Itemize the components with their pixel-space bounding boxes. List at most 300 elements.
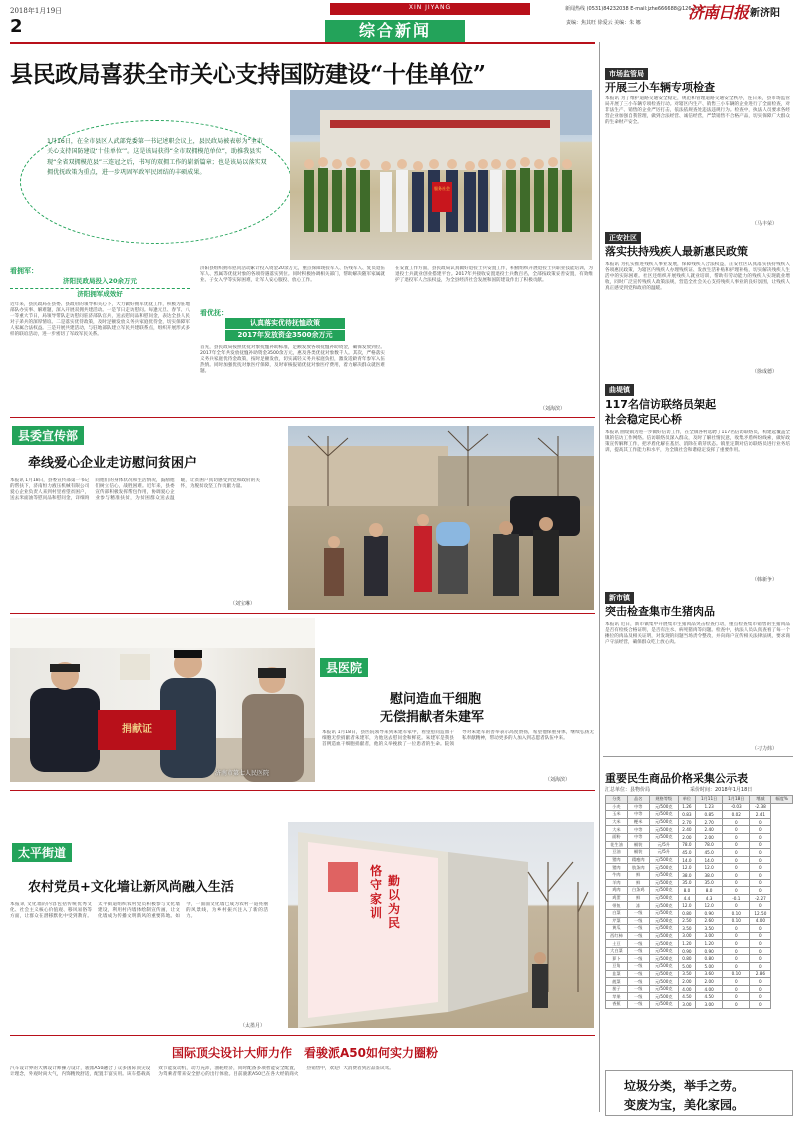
price-col-header: 1月18日 bbox=[723, 796, 750, 804]
header-rule bbox=[10, 42, 595, 44]
table-cell: 0 bbox=[750, 947, 771, 955]
rule-4 bbox=[10, 1035, 595, 1036]
table-cell: 元/500克 bbox=[649, 955, 678, 963]
table-cell: 元/500克 bbox=[649, 826, 678, 834]
table-row bbox=[606, 932, 793, 940]
table-cell: 花生油 bbox=[606, 841, 628, 849]
table-cell: 0 bbox=[723, 955, 750, 963]
sb-a-tag: 市场监管局 bbox=[605, 68, 648, 80]
price-table-header bbox=[606, 796, 793, 804]
table-cell: -0.03 bbox=[723, 803, 750, 811]
table-cell: 苹果 bbox=[606, 993, 628, 1001]
table-cell: 白条鸡 bbox=[627, 887, 649, 895]
s3-watermark: 济南市第七人民医院 bbox=[215, 770, 270, 777]
table-cell: 4.4 bbox=[678, 894, 695, 902]
ad-text: 汽车设计界的大牌设计师操刀设计，骏派A50融合了众多国际顶尖设计理念，外观时尚大气，内饰精致舒适，配置丰富实用。该车搭载高效节能发动机，动力充沛，油耗经济，同时配备多项智能安全配置，为驾乘者带来安全舒心的出行体验。目前骏派A50已在各大经销商火热销售中，欢迎广大消费者到店品鉴试驾。 bbox=[10, 1066, 394, 1078]
table-row bbox=[606, 970, 793, 978]
table-cell: -0.1 bbox=[723, 894, 750, 902]
s4-photo-scene bbox=[288, 822, 594, 1028]
table-cell: 牛肉 bbox=[606, 871, 628, 879]
table-cell: 0 bbox=[750, 856, 771, 864]
table-cell: 白菜 bbox=[606, 909, 628, 917]
table-row bbox=[606, 833, 793, 841]
table-cell: 38.0 bbox=[696, 871, 723, 879]
table-cell: 元/500克 bbox=[649, 917, 678, 925]
table-cell: 3.00 bbox=[696, 1001, 723, 1009]
table-cell: 0 bbox=[723, 856, 750, 864]
s3-text: 本报讯 1月18日，县医院领导来到朱建军家中，看望慰问造血干细胞无偿捐献者朱建军，为他送去慰问金和鲜花。朱建军是我县首例造血干细胞捐献者，他的义举挽救了一位患者的生命。院领导对朱建军的善举表示高度赞扬，希望他保重身体，继续弘扬无私奉献精神，带动更多的人加入到志愿者队伍中来。 bbox=[322, 730, 594, 748]
table-cell: 12.0 bbox=[696, 864, 723, 872]
table-cell: 元/500克 bbox=[649, 925, 678, 933]
table-cell: 2.50 bbox=[678, 917, 695, 925]
sb-a-text: 本报讯 为了维护道路交通安全稳定，规范和管理道路交通安全秩序，连日来，县市场监管局开展了三小车辆专项检查行动。对辖区内生产、销售三小车辆的企业进行了全面检查，对非法生产、销售的企业严厉打击，依法依规查处违法违规行为。检查中，执法人员要求各经营企业加强自我管理，做到合法经营、诚信经营，严禁销售不合格产品，切实保障广大群众的生命财产安全。 bbox=[605, 96, 790, 126]
table-cell: 茄子 bbox=[606, 985, 628, 993]
table-row bbox=[606, 803, 793, 811]
table-cell: 45.0 bbox=[696, 849, 723, 857]
lead-photo-sign: 服务社会 bbox=[434, 186, 450, 191]
table-cell: 一级 bbox=[627, 947, 649, 955]
table-cell: 0 bbox=[750, 955, 771, 963]
issue-date: 2018年1月19日 bbox=[10, 7, 63, 15]
slogan-box bbox=[605, 1070, 793, 1116]
table-cell: 0 bbox=[750, 925, 771, 933]
table-row bbox=[606, 917, 793, 925]
s2-title: 牵线爱心企业走访慰问贫困户 bbox=[28, 456, 198, 471]
table-row bbox=[606, 947, 793, 955]
table-cell: 0 bbox=[750, 1001, 771, 1009]
price-unit: 汇总单位：县物价局 bbox=[605, 787, 651, 793]
table-row bbox=[606, 993, 793, 1001]
table-cell: 2.00 bbox=[696, 978, 723, 986]
table-cell: 4.00 bbox=[750, 917, 771, 925]
table-cell: 一级 bbox=[627, 940, 649, 948]
table-row bbox=[606, 985, 793, 993]
table-cell: 0 bbox=[750, 879, 771, 887]
table-row bbox=[606, 818, 793, 826]
table-cell: 0.80 bbox=[678, 909, 695, 917]
price-col-header: 幅度% bbox=[771, 796, 793, 804]
table-cell: 1.23 bbox=[696, 803, 723, 811]
price-date: 采价时间：2018年1月18日 bbox=[690, 787, 753, 793]
edition: 新济阳 bbox=[750, 7, 781, 19]
s4-title: 农村党员+文化墙让新风尚融入生活 bbox=[28, 880, 234, 895]
table-cell: 一级 bbox=[627, 970, 649, 978]
lead-headline: 县民政局喜获全市关心支持国防建设“十佳单位” bbox=[10, 61, 486, 88]
table-cell: 0.90 bbox=[678, 947, 695, 955]
table-cell: 玉米 bbox=[606, 811, 628, 819]
sb-d-byline: （刁力炜） bbox=[752, 746, 778, 752]
table-cell: 萝卜 bbox=[606, 955, 628, 963]
table-cell: 0 bbox=[750, 833, 771, 841]
masthead bbox=[688, 0, 798, 22]
table-cell: 冻 bbox=[627, 902, 649, 910]
table-cell: 元/5升 bbox=[649, 841, 678, 849]
table-cell: 元/500克 bbox=[649, 947, 678, 955]
table-cell: 4.50 bbox=[696, 993, 723, 1001]
table-row bbox=[606, 849, 793, 857]
table-cell: 35.0 bbox=[696, 879, 723, 887]
table-cell: 0 bbox=[723, 818, 750, 826]
table-cell: 0.02 bbox=[723, 811, 750, 819]
price-col-header: 增减 bbox=[750, 796, 771, 804]
table-cell: 3.00 bbox=[696, 932, 723, 940]
table-cell: 小麦 bbox=[606, 803, 628, 811]
table-cell: 45.0 bbox=[678, 849, 695, 857]
rule-2 bbox=[10, 613, 595, 614]
table-cell: 黄瓜 bbox=[606, 925, 628, 933]
table-cell: 一级 bbox=[627, 909, 649, 917]
table-row bbox=[606, 963, 793, 971]
table-cell: 0 bbox=[750, 887, 771, 895]
table-cell: 0 bbox=[723, 902, 750, 910]
table-cell: 猪肉 bbox=[606, 856, 628, 864]
table-cell: 元/500克 bbox=[649, 985, 678, 993]
s4-mural-text-1: 恪守家训 bbox=[370, 864, 383, 920]
table-cell: 0.83 bbox=[678, 811, 695, 819]
price-col-header: 单位 bbox=[678, 796, 695, 804]
s4-tag: 太平街道 bbox=[12, 843, 72, 862]
table-cell: 鲜 bbox=[627, 894, 649, 902]
table-cell: 一级 bbox=[627, 993, 649, 1001]
lead-sub-2: 济阳拥军成效好 bbox=[10, 288, 190, 298]
sb-c-byline: （韩新争） bbox=[752, 577, 778, 583]
table-cell: 5.00 bbox=[696, 963, 723, 971]
table-cell: 元/5升 bbox=[649, 849, 678, 857]
table-cell: 2.40 bbox=[678, 826, 695, 834]
table-cell: 0 bbox=[723, 993, 750, 1001]
table-cell: 桶装 bbox=[627, 849, 649, 857]
s3-title-1: 慰问造血干细胞 bbox=[390, 692, 482, 707]
table-cell: 2.86 bbox=[750, 970, 771, 978]
table-cell: 0 bbox=[723, 849, 750, 857]
s3-byline: （刘海滨） bbox=[545, 777, 571, 783]
table-cell: 元/500克 bbox=[649, 811, 678, 819]
table-cell: 桶装 bbox=[627, 841, 649, 849]
section-band-text: XIN JIYANG bbox=[408, 4, 452, 11]
table-cell: -2.27 bbox=[750, 894, 771, 902]
table-cell: 3.50 bbox=[678, 925, 695, 933]
table-cell: 0 bbox=[750, 963, 771, 971]
table-cell: 5.00 bbox=[678, 963, 695, 971]
table-cell: 鸡肉 bbox=[606, 887, 628, 895]
table-cell: 0.90 bbox=[696, 909, 723, 917]
table-cell: 粳米 bbox=[627, 818, 649, 826]
table-cell: 78.0 bbox=[678, 841, 695, 849]
rule-1 bbox=[10, 417, 595, 418]
table-cell: 元/500克 bbox=[649, 963, 678, 971]
lead-sub-1: 济阳民政局投入20余万元 bbox=[10, 276, 190, 286]
table-row bbox=[606, 1001, 793, 1009]
table-cell: 0.80 bbox=[696, 955, 723, 963]
s3-photo bbox=[10, 618, 315, 782]
table-cell: 面粉 bbox=[606, 833, 628, 841]
table-cell: -2.38 bbox=[750, 803, 771, 811]
table-cell: 0 bbox=[750, 864, 771, 872]
lead-sub-3: 认真落实优待抚恤政策 bbox=[225, 318, 345, 329]
sb-c-title-1: 117名信访联络员架起 bbox=[605, 398, 716, 411]
table-cell: 14.0 bbox=[678, 856, 695, 864]
table-cell: 0 bbox=[723, 871, 750, 879]
table-cell: 1.26 bbox=[678, 803, 695, 811]
table-cell: 0 bbox=[750, 978, 771, 986]
sb-d-text: 本报讯 近日，新市镇集中开展集市生猪肉品突击检查行动，重点检查集市销售的生猪肉品是否有检疫合格证明，是否有注水、病死猪肉等问题。检查中，执法人员认真查看了每一个摊位的肉品及相关证明，对发现的问题当场责令整改，并向商户宣传相关法律法规，要求商户守法经营，确保群众吃上放心肉。 bbox=[605, 622, 790, 646]
table-cell: 一级 bbox=[627, 978, 649, 986]
sb-c-text: 本报讯 曲堤镇为进一步做好信访工作，在全镇各村选聘了117名信访联络员，构建起覆盖全镇的信访工作网络。信访联络员深入群众，及时了解社情民意，收集矛盾纠纷线索，做好政策宣传解释工作，把矛盾化解在基层、消除在萌芽状态。镇里定期对信访联络员进行业务培训，提高其工作能力和水平，为全镇社会和谐稳定发挥了重要作用。 bbox=[605, 430, 790, 454]
table-cell: 元/500克 bbox=[649, 818, 678, 826]
s3-title-2: 无偿捐献者朱建军 bbox=[380, 710, 485, 725]
table-row bbox=[606, 841, 793, 849]
table-row bbox=[606, 887, 793, 895]
table-cell: 12.0 bbox=[678, 864, 695, 872]
lead-sub-4: 2017年发放资金3500余万元 bbox=[225, 330, 345, 341]
table-row bbox=[606, 864, 793, 872]
sb-b-tag: 正安社区 bbox=[605, 232, 641, 244]
price-col-header: 1月11日 bbox=[696, 796, 723, 804]
lead-col-4: 在安置工作方面，县民政局认真做好退役士兵安置工作，积极组织开展退役士兵职业技能培训，为退役士兵就业创业搭建平台。2017年共接收安置退役士兵数百名，全部按政策妥善安置，有效维护了退役军人合法权益，为全县经济社会发展和国防建设作出了积极贡献。 bbox=[395, 266, 593, 284]
table-cell: 元/500克 bbox=[649, 833, 678, 841]
table-cell: 0 bbox=[723, 940, 750, 948]
lead-kicker-1: 看拥军： bbox=[10, 267, 38, 275]
table-cell: 元/500克 bbox=[649, 856, 678, 864]
table-cell: 元/500克 bbox=[649, 879, 678, 887]
sb-c-tag: 曲堤镇 bbox=[605, 384, 634, 396]
price-table-body bbox=[606, 803, 793, 1008]
sb-b-text: 本报讯 为扎实推进残疾人事业发展，保障残疾人合法权益，正安社区认真落实扶持残疾人各项惠民政策，为辖区内残疾人办理残疾证、发放生活补贴和护理补贴，切实解决残疾人生活中的实际困难。社区还组织开展残疾人就业培训，帮助有劳动能力的残疾人实现就业增收，同时广泛宣传残疾人政策法规，营造全社会关心支持残疾人事业的良好氛围，让残疾人真正感受到党和政府的温暖。 bbox=[605, 262, 790, 292]
s2-byline: （刘宝琳） bbox=[230, 601, 256, 607]
table-cell: 0 bbox=[750, 826, 771, 834]
table-cell: 0 bbox=[723, 932, 750, 940]
table-row bbox=[606, 871, 793, 879]
table-cell: 带鱼 bbox=[606, 902, 628, 910]
lead-col-3: 首先，县民政局按照优抚对象抚恤补助标准，足额发放各项抚恤补助资金，确保发放到位。2017年全年共发放抚恤补助资金3500余万元，惠及各类优抚对象数千人。其次，严格落实义务兵家庭优待金政策，按时足额发放，切实减轻义务兵家庭负担，激发适龄青年参军入伍热情。同时加强优抚对象医疗保障，及时审核报销优抚对象医疗费用，着力解决群众就医难题。 bbox=[200, 345, 385, 375]
table-cell: 元/500克 bbox=[649, 803, 678, 811]
table-cell: 元/500克 bbox=[649, 970, 678, 978]
table-cell: 一级 bbox=[627, 955, 649, 963]
table-cell: 菠菜 bbox=[606, 978, 628, 986]
table-cell: 一级 bbox=[627, 925, 649, 933]
editor-line: 责编：焦其旺 徐爱云 美编：朱 娜 bbox=[566, 20, 641, 26]
table-cell: 猪肉 bbox=[606, 864, 628, 872]
table-row bbox=[606, 879, 793, 887]
sidebar-divider bbox=[599, 42, 600, 1112]
s4-photo bbox=[288, 822, 594, 1028]
sb-d-tag: 新市镇 bbox=[605, 592, 634, 604]
table-cell: 0.80 bbox=[678, 955, 695, 963]
lead-col-1: 近年来，县民政局在县委、县政府的领导和关心下，大力做好拥军优抚工作，积极为驻地部队办实事、解难题，深入开展双拥共建活动。一是节日走访慰问。每逢元旦、春节、八一等重大节日，局领导带队走访慰问驻济部队官兵，送去慰问品和慰问金，表达全县人民对子弟兵的深厚情谊。二是落实优待政策，及时足额发放义务兵家庭优待金，切实保障军人家属合法权益。三是开展共建活动，与驻地部队建立军民共建联系点，组织开展形式多样的联谊活动，进一步密切了军政军民关系。 bbox=[10, 302, 190, 338]
lead-byline: （刘海滨） bbox=[540, 406, 566, 412]
s3-tag: 县医院 bbox=[320, 658, 368, 677]
header bbox=[0, 0, 800, 40]
table-cell: 中等 bbox=[627, 833, 649, 841]
table-cell: 1.20 bbox=[696, 940, 723, 948]
masthead-logo: 济南日报 bbox=[688, 2, 749, 22]
table-cell: 精瘦肉 bbox=[627, 856, 649, 864]
table-cell: 3.00 bbox=[678, 1001, 695, 1009]
table-cell: 38.0 bbox=[678, 871, 695, 879]
table-row bbox=[606, 811, 793, 819]
table-cell: 中等 bbox=[627, 803, 649, 811]
lead-photo bbox=[290, 90, 592, 260]
s2-tag: 县委宣传部 bbox=[12, 426, 84, 445]
table-cell: 0.90 bbox=[696, 947, 723, 955]
table-cell: 0 bbox=[723, 833, 750, 841]
table-cell: 元/500克 bbox=[649, 902, 678, 910]
table-cell: 元/500克 bbox=[649, 978, 678, 986]
table-cell: 一级 bbox=[627, 917, 649, 925]
table-cell: 土豆 bbox=[606, 940, 628, 948]
table-cell: 元/500克 bbox=[649, 887, 678, 895]
table-cell: 4.3 bbox=[696, 894, 723, 902]
s2-photo bbox=[288, 426, 594, 610]
table-cell: 35.0 bbox=[678, 879, 695, 887]
table-cell: 12.50 bbox=[750, 909, 771, 917]
table-cell: 香蕉 bbox=[606, 1001, 628, 1009]
table-cell: 0.10 bbox=[723, 970, 750, 978]
table-cell: 0 bbox=[723, 879, 750, 887]
lead-col-2: 济阳县组织拥军慰问活动累计投入资金20余万元，重点保障现役军人、伤残军人、复员退伍军人、烈属等优抚对象的各项待遇落实到位。同时积极协调相关部门，帮助解决随军家属就业、子女入学等实际困难，让军人安心服役、放心工作。 bbox=[200, 266, 385, 284]
table-cell: 0.10 bbox=[723, 909, 750, 917]
table-cell: 豆角 bbox=[606, 963, 628, 971]
table-cell: 2.40 bbox=[696, 826, 723, 834]
table-row bbox=[606, 826, 793, 834]
sb-rule bbox=[603, 756, 793, 757]
table-row bbox=[606, 978, 793, 986]
table-cell: 12.0 bbox=[678, 902, 695, 910]
table-cell: 4.50 bbox=[678, 993, 695, 1001]
sb-a-byline: （马丰荣） bbox=[752, 221, 778, 227]
s3-certificate: 捐献证 bbox=[122, 724, 152, 735]
table-cell: 元/500克 bbox=[649, 864, 678, 872]
slogan-line-2: 变废为宝，美化家园。 bbox=[624, 1098, 745, 1112]
table-cell: 元/500克 bbox=[649, 993, 678, 1001]
table-cell: 中等 bbox=[627, 811, 649, 819]
table-cell: 0 bbox=[723, 1001, 750, 1009]
lead-intro-oval bbox=[20, 120, 292, 244]
table-cell: 3.60 bbox=[696, 970, 723, 978]
table-cell: 0.85 bbox=[696, 811, 723, 819]
lead-kicker-2: 看优抚： bbox=[200, 309, 228, 317]
table-cell: 鲜 bbox=[627, 879, 649, 887]
table-cell: 0 bbox=[750, 871, 771, 879]
table-cell: 西红柿 bbox=[606, 932, 628, 940]
ad-title: 国际顶尖设计大师力作 看骏派A50如何实力圈粉 bbox=[172, 1046, 438, 1060]
table-cell: 大白菜 bbox=[606, 947, 628, 955]
table-cell: 0 bbox=[723, 925, 750, 933]
table-cell: 鸡蛋 bbox=[606, 894, 628, 902]
s4-byline: （太墨月） bbox=[240, 1023, 266, 1029]
table-cell: 0 bbox=[723, 841, 750, 849]
table-cell: 2.41 bbox=[750, 811, 771, 819]
table-cell: 2.70 bbox=[678, 818, 695, 826]
table-cell: 中等 bbox=[627, 826, 649, 834]
table-cell: 一级 bbox=[627, 985, 649, 993]
table-cell: 0 bbox=[750, 841, 771, 849]
table-cell: 2.00 bbox=[696, 833, 723, 841]
table-cell: 0 bbox=[723, 947, 750, 955]
table-cell: 2.70 bbox=[696, 818, 723, 826]
table-row bbox=[606, 955, 793, 963]
lead-photo-scene bbox=[290, 90, 592, 260]
s4-mural-text-2: 勤以为民 bbox=[388, 874, 401, 930]
slogan-line-1: 垃圾分类，举手之劳。 bbox=[624, 1079, 745, 1093]
table-cell: 0 bbox=[750, 818, 771, 826]
hotline: 新闻热线 (0531)84232038 E-mail:jzhe666688@126.com bbox=[565, 6, 704, 12]
table-cell: 豆油 bbox=[606, 849, 628, 857]
table-cell: 4.00 bbox=[696, 985, 723, 993]
table-cell: 2.00 bbox=[678, 833, 695, 841]
price-table bbox=[605, 795, 793, 1009]
table-cell: 0 bbox=[723, 826, 750, 834]
table-cell: 元/500克 bbox=[649, 1001, 678, 1009]
table-cell: 0 bbox=[723, 864, 750, 872]
s2-text: 本报讯 1月18日，县委宣传部第一书记的帮扶下，济南恒力液压机械有限公司爱心企业负责人来到村里看望贫困户，送去米面油等慰问品和慰问金，详细询问他们的身体状况和生活情况，鼓励他们树立信心，战胜困难。近年来，县委宣传部积极发挥帮包作用，协调爱心企业参与精准扶贫，为贫困群众送去温暖，让贫困户真切感受到党和政府的关怀，为脱贫攻坚工作贡献力量。 bbox=[10, 478, 260, 502]
table-row bbox=[606, 940, 793, 948]
table-cell: 1.20 bbox=[678, 940, 695, 948]
table-cell: 元/500克 bbox=[649, 871, 678, 879]
table-cell: 0 bbox=[750, 940, 771, 948]
table-cell: 肋条肉 bbox=[627, 864, 649, 872]
table-cell: 羊肉 bbox=[606, 879, 628, 887]
table-cell: 2.60 bbox=[696, 917, 723, 925]
sb-d-title: 突击检查集市生猪肉品 bbox=[605, 605, 715, 618]
price-col-header: 分类 bbox=[606, 796, 628, 804]
table-cell: 0 bbox=[750, 902, 771, 910]
table-cell: 元/500克 bbox=[649, 940, 678, 948]
table-cell: 8.0 bbox=[678, 887, 695, 895]
sb-a-title: 开展三小车辆专项检查 bbox=[605, 81, 715, 94]
table-cell: 0 bbox=[723, 963, 750, 971]
table-cell: 14.0 bbox=[696, 856, 723, 864]
table-cell: 0 bbox=[750, 932, 771, 940]
table-cell: 0 bbox=[723, 887, 750, 895]
table-cell: 2.00 bbox=[678, 978, 695, 986]
price-col-header: 品名 bbox=[627, 796, 649, 804]
table-cell: 8.0 bbox=[696, 887, 723, 895]
table-cell: 78.0 bbox=[696, 841, 723, 849]
table-cell: 3.50 bbox=[678, 970, 695, 978]
table-cell: 大米 bbox=[606, 826, 628, 834]
sb-b-title: 落实扶持残疾人最新惠民政策 bbox=[605, 245, 748, 258]
price-col-header: 规格等级 bbox=[649, 796, 678, 804]
lead-intro: 1月16日，在全市县区人武部党委第一书记述职会议上，县民政局被表彰为“全市关心支持国防建设‘十佳单位’”。这是该局获得“全市双拥模范单位”，助推我县实现“全省双拥模范县”三连冠之后，书写的双拥工作的崭新篇章；也是该局以落实双拥优抚政策为重点，进一步巩固军政军民团结的丰硕成果。 bbox=[47, 138, 267, 177]
table-cell: 0 bbox=[723, 985, 750, 993]
section-title: 综合新闻 bbox=[325, 20, 465, 42]
table-row bbox=[606, 856, 793, 864]
s3-photo-scene bbox=[10, 618, 315, 782]
table-cell: 一级 bbox=[627, 932, 649, 940]
table-cell: 0 bbox=[750, 849, 771, 857]
table-cell: 元/500克 bbox=[649, 932, 678, 940]
table-cell: 元/500克 bbox=[649, 894, 678, 902]
table-cell: 3.50 bbox=[696, 925, 723, 933]
table-row bbox=[606, 902, 793, 910]
s2-photo-scene bbox=[288, 426, 594, 610]
table-cell: 4.00 bbox=[678, 985, 695, 993]
table-cell: 0 bbox=[750, 985, 771, 993]
table-cell: 鲜 bbox=[627, 871, 649, 879]
table-cell: 芹菜 bbox=[606, 917, 628, 925]
table-cell: 韭菜 bbox=[606, 970, 628, 978]
rule-3 bbox=[10, 790, 595, 791]
table-cell: 0.10 bbox=[723, 917, 750, 925]
table-row bbox=[606, 909, 793, 917]
table-cell: 0 bbox=[750, 993, 771, 1001]
table-cell: 元/500克 bbox=[649, 909, 678, 917]
table-cell: 一级 bbox=[627, 963, 649, 971]
sb-c-title-2: 社会稳定民心桥 bbox=[605, 413, 682, 426]
price-table-wrap bbox=[605, 795, 793, 1009]
price-title: 重要民生商品价格采集公示表 bbox=[605, 772, 748, 785]
